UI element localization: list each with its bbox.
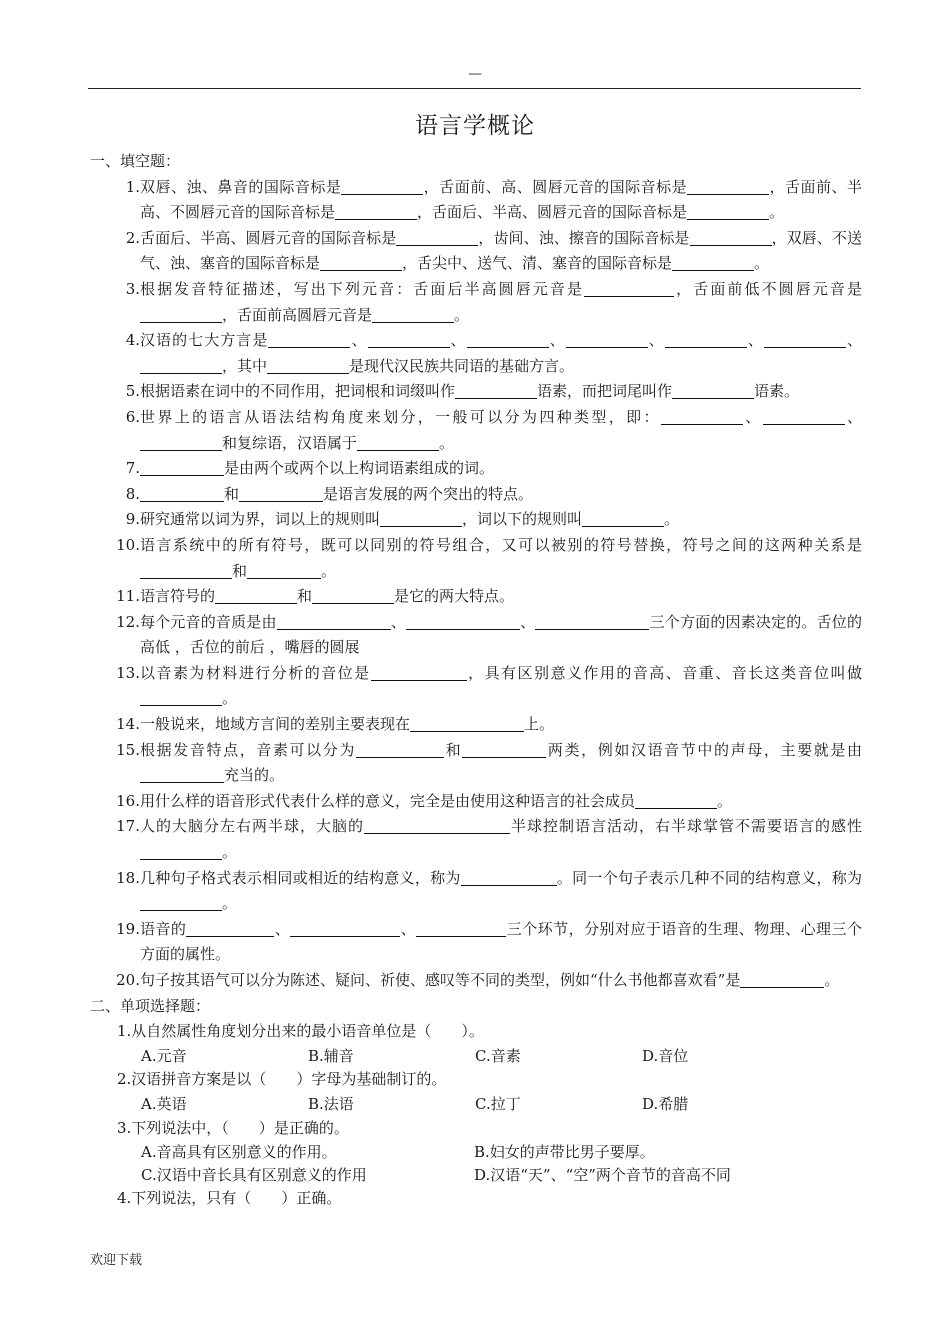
header-mark: —: [468, 66, 482, 82]
question-number: 7.: [125, 459, 140, 478]
choice-question-stem: 1.从自然属性角度划分出来的最小语音单位是（ ）。: [117, 1022, 484, 1041]
question-text: [140, 584, 862, 610]
question-segment: ，具有区别意义作用的音高、音重、音长这类音位叫做: [466, 663, 862, 682]
answer-blank[interactable]: [410, 730, 524, 732]
question-segment: 是它的两大特点。: [394, 587, 515, 606]
answer-blank[interactable]: [371, 679, 467, 681]
multiple-choice-question-list: [90, 1019, 862, 1212]
fill-in-question-list: [90, 175, 862, 994]
answer-blank[interactable]: [635, 807, 717, 809]
question-number: 5.: [125, 382, 140, 401]
choice-option[interactable]: D.音位: [642, 1046, 689, 1065]
question-text: [140, 405, 862, 456]
question-segment: 语素。: [754, 382, 800, 401]
question-segment: 。: [664, 510, 680, 529]
question-segment: 和: [232, 561, 248, 580]
question-number: 17.: [116, 817, 140, 836]
choice-option[interactable]: B.妇女的声带比男子要厚。: [474, 1143, 655, 1162]
answer-blank[interactable]: [416, 935, 506, 937]
choice-option[interactable]: A.英语: [141, 1094, 187, 1113]
answer-blank[interactable]: [461, 884, 557, 886]
choice-option[interactable]: A.元音: [141, 1046, 187, 1065]
answer-blank[interactable]: [268, 346, 350, 348]
fill-in-question: [90, 712, 862, 738]
fill-in-question: [90, 584, 862, 610]
question-segment: 充当的。: [224, 766, 285, 785]
question-text: [140, 226, 862, 277]
answer-blank[interactable]: [535, 628, 649, 630]
question-text: [140, 456, 862, 482]
question-segment: ，舌面前、半高、不圆唇元音的国际音标是: [140, 177, 862, 222]
question-segment: 几种句子格式表示相同或相近的结构意义，称为: [140, 868, 461, 887]
choice-options-row: [90, 1164, 862, 1187]
question-segment: 、: [746, 331, 764, 350]
answer-blank[interactable]: [396, 244, 478, 246]
question-number: 8.: [125, 484, 140, 503]
answer-blank[interactable]: [462, 756, 546, 758]
answer-blank[interactable]: [356, 756, 444, 758]
fill-in-question: [90, 379, 862, 405]
answer-blank[interactable]: [665, 346, 747, 348]
question-segment: 上。: [524, 715, 555, 734]
page-title: 语言学概论: [415, 113, 535, 139]
question-text: [140, 738, 862, 789]
choice-option[interactable]: B.法语: [308, 1094, 354, 1113]
answer-blank[interactable]: [672, 269, 754, 271]
question-text: [140, 277, 862, 328]
question-segment: 以音素为材料进行分析的音位是: [140, 663, 371, 682]
question-segment: 。: [754, 254, 770, 273]
answer-blank[interactable]: [215, 602, 297, 604]
question-segment: 、: [350, 331, 368, 350]
question-segment: 句子按其语气可以分为陈述、疑问、祈使、感叹等不同的类型，例如“什么书他都喜欢看”是: [140, 971, 741, 989]
question-segment: 。: [321, 561, 337, 580]
answer-blank[interactable]: [140, 449, 222, 451]
question-text: [140, 814, 862, 865]
answer-blank[interactable]: [239, 500, 323, 502]
question-text: [140, 328, 862, 379]
answer-blank[interactable]: [764, 346, 846, 348]
question-segment: 、: [390, 612, 407, 631]
question-text: [140, 379, 862, 405]
question-segment: 。同一个句子表示几种不同的结构意义，称为: [556, 868, 862, 887]
question-text: [140, 661, 862, 712]
fill-in-question: [90, 661, 862, 712]
question-segment: 。: [222, 894, 238, 913]
answer-blank[interactable]: [672, 397, 754, 399]
question-number: 4.: [125, 331, 140, 350]
question-text: [140, 968, 862, 994]
question-segment: ，舌面前、高、圆唇元音的国际音标是: [423, 177, 688, 196]
fill-in-question: [90, 610, 862, 661]
answer-blank[interactable]: [140, 474, 224, 476]
question-segment: 汉语的七大方言是: [140, 331, 269, 350]
choice-question-stem: 4.下列说法，只有（ ）正确。: [117, 1189, 342, 1208]
answer-blank[interactable]: [455, 397, 537, 399]
question-segment: 和: [444, 740, 463, 759]
footer-text: 欢迎下载: [90, 1253, 143, 1268]
question-segment: 舌面后、半高、圆唇元音的国际音标是: [140, 228, 397, 247]
answer-blank[interactable]: [687, 193, 769, 195]
answer-blank[interactable]: [277, 628, 391, 630]
question-segment: 。: [769, 203, 785, 222]
answer-blank[interactable]: [140, 704, 222, 706]
choice-question: [90, 1067, 862, 1115]
fill-in-question: [90, 277, 862, 328]
answer-blank[interactable]: [467, 346, 549, 348]
question-segment: 语言系统中的所有符号，既可以同别的符号组合，又可以被别的符号替换，符号之间的这两种关系是: [140, 535, 862, 554]
answer-blank[interactable]: [267, 372, 349, 374]
question-segment: 和: [297, 587, 313, 606]
answer-blank[interactable]: [247, 577, 321, 579]
answer-blank[interactable]: [690, 244, 772, 246]
fill-in-question: [90, 814, 862, 865]
fill-in-question: [90, 507, 862, 533]
header-rule: [88, 88, 861, 89]
question-segment: 。: [717, 791, 733, 810]
answer-blank[interactable]: [763, 423, 845, 425]
answer-blank[interactable]: [661, 423, 743, 425]
question-segment: ，齿间、浊、擦音的国际音标是: [478, 228, 690, 247]
answer-blank[interactable]: [140, 909, 222, 911]
question-segment: 和复综语，汉语属于: [222, 433, 358, 452]
question-segment: 、: [520, 612, 536, 631]
choice-question-stem: 3.下列说法中，（ ）是正确的。: [117, 1118, 349, 1137]
section-heading-fill-in: 一、填空题：: [90, 152, 181, 170]
question-segment: 三个方面的因素决定的。舌位的高低 ，舌位的前后 ，嘴唇的圆展: [140, 612, 862, 657]
question-segment: 和: [224, 484, 240, 503]
fill-in-question: [90, 482, 862, 508]
answer-blank[interactable]: [140, 500, 224, 502]
question-text: [140, 507, 862, 533]
choice-options-row: [90, 1093, 862, 1116]
question-segment: 研究通常以词为界，词以上的规则叫: [140, 510, 381, 529]
question-segment: ，舌尖中、送气、清、塞音的国际音标是: [402, 254, 673, 273]
question-segment: 、: [274, 919, 291, 938]
question-segment: 是现代汉民族共同语的基础方言。: [349, 356, 575, 375]
answer-blank[interactable]: [406, 628, 520, 630]
question-number: 18.: [116, 868, 140, 887]
choice-option[interactable]: D.汉语“天”、“空”两个音节的音高不同: [474, 1165, 731, 1184]
question-segment: 、: [647, 331, 665, 350]
document-body: [90, 149, 862, 1212]
question-number: 1.: [125, 177, 140, 196]
question-text: [140, 533, 862, 584]
answer-blank[interactable]: [140, 321, 222, 323]
question-segment: 两类，例如汉语音节中的声母，主要就是由: [546, 740, 862, 759]
question-number: 9.: [125, 510, 140, 529]
fill-in-question: [90, 789, 862, 815]
answer-blank[interactable]: [341, 193, 423, 195]
answer-blank[interactable]: [380, 525, 462, 527]
question-number: 16.: [116, 791, 140, 810]
fill-in-question: [90, 738, 862, 789]
question-segment: ，双唇、不送气、浊、塞音的国际音标是: [140, 228, 862, 273]
answer-blank[interactable]: [312, 602, 394, 604]
question-segment: ，词以下的规则叫: [462, 510, 583, 529]
question-segment: 、: [844, 407, 862, 426]
question-number: 12.: [116, 612, 140, 631]
fill-in-question: [90, 456, 862, 482]
choice-option[interactable]: C.音素: [475, 1046, 521, 1065]
answer-blank[interactable]: [584, 295, 674, 297]
question-segment: 是语言发展的两个突出的特点。: [323, 484, 534, 503]
question-segment: 根据发音特征描述，写出下列元音：舌面后半高圆唇元音是: [140, 279, 585, 298]
fill-in-question: [90, 328, 862, 379]
question-segment: ，舌面前高圆唇元音是: [222, 305, 373, 324]
question-segment: 是由两个或两个以上构词语素组成的词。: [224, 459, 495, 478]
fill-in-question: [90, 405, 862, 456]
question-number: 10.: [116, 535, 140, 554]
choice-option[interactable]: D.希腊: [642, 1094, 689, 1113]
question-text: [140, 482, 862, 508]
question-number: 20.: [116, 971, 140, 989]
question-segment: 、: [548, 331, 566, 350]
answer-blank[interactable]: [140, 858, 222, 860]
answer-blank[interactable]: [740, 986, 824, 988]
fill-in-question: [90, 226, 862, 277]
question-segment: 根据语素在词中的不同作用，把词根和词缀叫作: [140, 382, 456, 401]
question-segment: 、: [742, 407, 763, 426]
question-text: [140, 610, 862, 661]
question-number: 3.: [125, 279, 140, 298]
fill-in-question: [90, 533, 862, 584]
question-number: 15.: [116, 740, 140, 759]
choice-option[interactable]: C.汉语中音长具有区别意义的作用: [141, 1165, 367, 1184]
question-segment: 语素，而把词尾叫作: [537, 382, 673, 401]
question-number: 19.: [116, 919, 140, 938]
choice-question-stem: 2.汉语拼音方案是以（ ）字母为基础制订的。: [117, 1070, 447, 1089]
question-text: [140, 712, 862, 738]
question-segment: 一般说来，地域方言间的差别主要表现在: [140, 715, 411, 734]
answer-blank[interactable]: [140, 781, 224, 783]
answer-blank[interactable]: [140, 372, 222, 374]
question-text: [140, 175, 862, 226]
question-number: 13.: [116, 663, 140, 682]
answer-blank[interactable]: [140, 577, 232, 579]
answer-blank[interactable]: [357, 449, 439, 451]
answer-blank[interactable]: [566, 346, 648, 348]
answer-blank[interactable]: [335, 218, 417, 220]
question-segment: 用什么样的语音形式代表什么样的意义，完全是由使用这种语言的社会成员: [140, 791, 636, 810]
question-segment: 三个环节，分别对应于语音的生理、物理、心理三个方面的属性。: [140, 919, 862, 964]
fill-in-question: [90, 968, 862, 994]
question-segment: 世界上的语言从语法结构角度来划分，一般可以分为四种类型，即：: [140, 407, 661, 426]
answer-blank[interactable]: [290, 935, 400, 937]
fill-in-question: [90, 175, 862, 226]
question-segment: 双唇、浊、鼻音的国际音标是: [140, 177, 342, 196]
question-number: 14.: [116, 715, 140, 734]
choice-options-row: [90, 1141, 862, 1164]
question-segment: ，舌面前低不圆唇元音是: [674, 279, 862, 298]
choice-option[interactable]: B.辅音: [308, 1046, 354, 1065]
question-segment: 语音的: [140, 919, 187, 938]
question-number: 6.: [125, 407, 140, 426]
question-segment: 。: [222, 843, 238, 862]
question-segment: 。: [454, 305, 470, 324]
question-segment: 、: [400, 919, 417, 938]
question-segment: 。: [824, 971, 840, 989]
question-text: [140, 866, 862, 917]
fill-in-question: [90, 917, 862, 968]
question-text: [140, 789, 862, 815]
choice-option[interactable]: A.音高具有区别意义的作用。: [141, 1143, 337, 1162]
question-segment: ，其中: [222, 356, 268, 375]
question-text: [140, 917, 862, 968]
answer-blank[interactable]: [364, 832, 510, 834]
question-segment: 。: [439, 433, 455, 452]
question-segment: 、: [845, 331, 862, 350]
answer-blank[interactable]: [372, 321, 454, 323]
choice-option[interactable]: C.拉丁: [475, 1094, 521, 1113]
question-segment: 根据发音特点，音素可以分为: [140, 740, 357, 759]
answer-blank[interactable]: [368, 346, 450, 348]
question-segment: 半球控制语言活动，右半球掌管不需要语言的感性: [510, 817, 862, 836]
question-segment: 、: [449, 331, 467, 350]
question-segment: 每个元音的音质是由: [140, 612, 277, 631]
choice-question: [90, 1116, 862, 1187]
question-segment: ，舌面后、半高、圆唇元音的国际音标是: [417, 203, 688, 222]
answer-blank[interactable]: [186, 935, 274, 937]
choice-options-row: [90, 1045, 862, 1068]
question-number: 11.: [116, 587, 140, 606]
choice-question: [90, 1186, 862, 1212]
answer-blank[interactable]: [687, 218, 769, 220]
answer-blank[interactable]: [582, 525, 664, 527]
question-number: 2.: [125, 228, 140, 247]
fill-in-question: [90, 866, 862, 917]
choice-question: [90, 1019, 862, 1067]
question-segment: 。: [222, 689, 238, 708]
answer-blank[interactable]: [320, 269, 402, 271]
section-heading-multiple-choice: 二、单项选择题：: [90, 996, 211, 1015]
question-segment: 人的大脑分左右两半球，大脑的: [140, 817, 364, 836]
question-segment: 语言符号的: [140, 587, 216, 606]
